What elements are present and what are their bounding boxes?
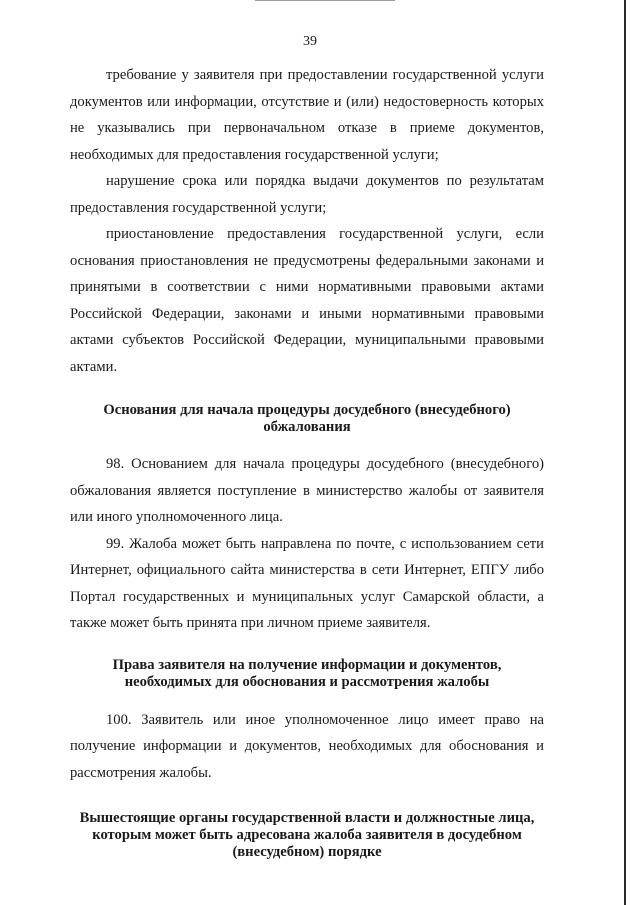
scan-top-edge <box>255 0 395 1</box>
paragraph-claim-documents: требование у заявителя при предоставлении государственной услуги документов или информации, отсутствие и (или) недостоверность которых не указывались при первоначальном отказе в приеме документов, необходимых для предоставления государственной услуги; <box>70 67 544 163</box>
paragraph-99: 99. Жалоба может быть направлена по почте, с использованием сети Интернет, официального сайта министерства в сети Интернет, ЕПГУ либо Портал государственных и муниципальных услуг Самарской области, а также может быть принята при личном приеме заявителя. <box>70 535 544 631</box>
section-heading-applicant-rights: Права заявителя на получение информации и документов, необходимых для обоснования и рассмотрения жалобы <box>112 656 502 690</box>
document-body <box>70 62 544 861</box>
page-number: 39 <box>303 34 317 49</box>
paragraph-98: 98. Основанием для начала процедуры досудебного (внесудебного) обжалования является поступление в министерство жалобы от заявителя или иного уполномоченного лица. <box>70 456 544 525</box>
section-heading-higher-authorities: Вышестоящие органы государственной власти и должностные лица, которым может быть адресована жалоба заявителя в досудебном (внесудебном) порядке <box>79 810 535 860</box>
paragraph-deadline-violation: нарушение срока или порядка выдачи документов по результатам предоставления государственной услуги; <box>70 173 544 216</box>
paragraph-suspension: приостановление предоставления государственной услуги, если основания приостановления не предусмотрены федеральными законами и принятыми в соответствии с ними нормативными правовыми актами Российской Федерации, законами и иными нормативными правовыми актами субъектов Российской Федерации, муниципальными правовыми актами. <box>70 226 544 375</box>
scan-right-edge <box>624 0 626 905</box>
section-heading-appeal-grounds: Основания для начала процедуры досудебного (внесудебного) обжалования <box>103 402 511 435</box>
paragraph-100: 100. Заявитель или иное уполномоченное лицо имеет право на получение информации и документов, необходимых для обоснования и рассмотрения жалобы. <box>70 711 544 781</box>
